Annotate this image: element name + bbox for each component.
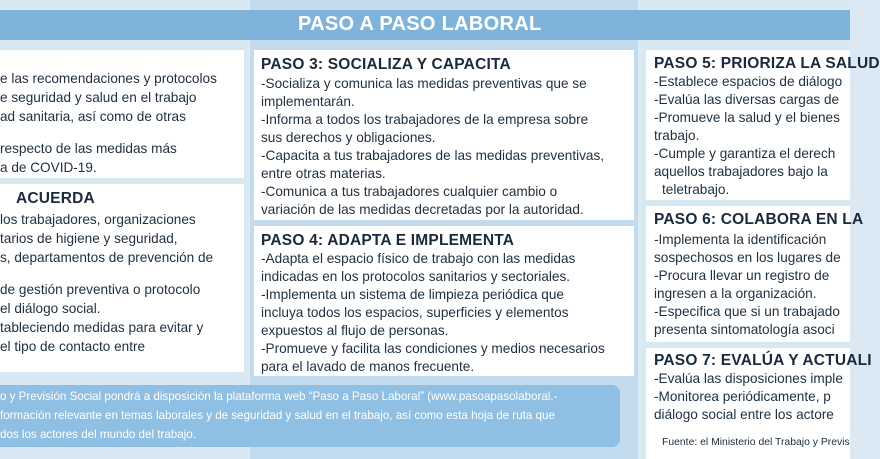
card-title: PASO 4: ADAPTA E IMPLEMENTA bbox=[261, 232, 515, 249]
card-text-line: -Informa a todos los trabajadores de la empresa sobre bbox=[261, 112, 589, 127]
card-text-line: indicadas en los protocolos sanitarios y sectoriales. bbox=[261, 269, 571, 284]
card-title: PASO 7: EVALÚA Y ACTUALI bbox=[654, 352, 872, 369]
card-text-line: -Capacita a tus trabajadores de las medidas preventivas, bbox=[261, 148, 605, 163]
card-text-line: tarios de higiene y seguridad, bbox=[0, 231, 178, 246]
card-text-line: -Comunica a tus trabajadores cualquier cambio o bbox=[261, 184, 558, 199]
card-text-line: presenta sintomatología asoci bbox=[654, 322, 835, 337]
card-text-line: respecto de las medidas más bbox=[0, 141, 177, 156]
step-5-card bbox=[646, 50, 880, 200]
card-text-line: -Adapta el espacio físico de trabajo con las medidas bbox=[261, 251, 576, 266]
note-text-line: dos los actores del mundo del trabajo. bbox=[0, 428, 196, 441]
step-4-card bbox=[254, 226, 634, 376]
card-text-line: -Evalúa las diversas cargas de bbox=[654, 92, 840, 107]
card-text-line: -Cumple y garantiza el derech bbox=[654, 146, 836, 161]
card-text-line: aquellos trabajadores bajo la bbox=[654, 164, 828, 179]
note-text-line: formación relevante en temas laborales y de seguridad y salud en el trabajo, así como esta hoja de ruta que bbox=[0, 409, 555, 422]
card-text-line: para el lavado de manos frecuente. bbox=[261, 359, 475, 374]
card-text-line: s, departamentos de prevención de bbox=[0, 250, 214, 265]
page-title: PASO A PASO LABORAL bbox=[298, 13, 542, 35]
step-6-card bbox=[646, 206, 864, 342]
card-text-line: -Promueve y facilita las condiciones y medios necesarios bbox=[261, 341, 605, 356]
card-title: PASO 6: COLABORA EN LA bbox=[654, 211, 864, 228]
card-text-line: entre otras materias. bbox=[261, 166, 386, 181]
card-text-line: -Implementa la identificación bbox=[654, 232, 827, 247]
card-text-line: diálogo social entre los actore bbox=[654, 407, 834, 422]
card-text-line: tableciendo medidas para evitar y bbox=[0, 320, 204, 335]
card-text-line: e seguridad y salud en el trabajo bbox=[0, 90, 197, 105]
card-text-line: trabajo. bbox=[654, 128, 700, 143]
card-text-line: -Especifica que si un trabajado bbox=[654, 304, 840, 319]
card-text-line: sospechosos en los lugares de bbox=[654, 250, 841, 265]
card-text-line: los trabajadores, organizaciones bbox=[0, 212, 196, 227]
card-text-line: -Monitorea periódicamente, p bbox=[654, 389, 831, 404]
card-text-line: -Socializa y comunica las medidas preventivas que se bbox=[261, 76, 587, 91]
card-text-line: sus derechos y obligaciones. bbox=[261, 130, 436, 145]
card-text-line: variación de las medidas decretadas por la autoridad. bbox=[261, 202, 584, 217]
card-text-line: incluya todos los espacios, superficies y elementos bbox=[261, 305, 569, 320]
card-title: PASO 5: PRIORIZA LA SALUD bbox=[654, 55, 880, 72]
card-text-line: el diálogo social. bbox=[0, 301, 101, 316]
card-text-line: -Evalúa las disposiciones imple bbox=[654, 371, 843, 386]
card-text-line: implementarán. bbox=[261, 94, 355, 109]
card-text-line: ad sanitaria, así como de otras bbox=[0, 109, 186, 124]
card-text-line: el tipo de contacto entre bbox=[0, 339, 146, 354]
card-text-line: e las recomendaciones y protocolos bbox=[0, 71, 217, 86]
card-text-line: a de COVID-19. bbox=[0, 160, 97, 175]
card-text-line: -Procura llevar un registro de bbox=[654, 268, 830, 283]
step-3-card bbox=[254, 50, 634, 220]
card-text-line: -Implementa un sistema de limpieza periódica que bbox=[261, 287, 564, 302]
step-2-continued-card bbox=[0, 50, 244, 178]
card-text-line: de gestión preventiva o protocolo bbox=[0, 282, 201, 297]
card-text-line: teletrabajo. bbox=[662, 182, 730, 197]
card-text-line: ingresen a la organización. bbox=[654, 286, 817, 301]
platform-note bbox=[0, 385, 620, 447]
card-title: PASO 3: SOCIALIZA Y CAPACITA bbox=[261, 56, 511, 73]
card-text-line: expuestos al flujo de personas. bbox=[261, 323, 449, 338]
step-acuerda-card bbox=[0, 184, 244, 372]
card-text-line: -Establece espacios de diálogo bbox=[654, 74, 843, 89]
note-text-line: o y Previsión Social pondrá a disposición la plataforma web “Paso a Paso Laboral” (www.pasoapasolaboral.- bbox=[0, 390, 558, 403]
card-text-line: -Promueve la salud y el bienes bbox=[654, 110, 840, 125]
source-caption: Fuente: el Ministerio del Trabajo y Previs bbox=[662, 437, 850, 448]
card-title: ACUERDA bbox=[16, 190, 95, 207]
